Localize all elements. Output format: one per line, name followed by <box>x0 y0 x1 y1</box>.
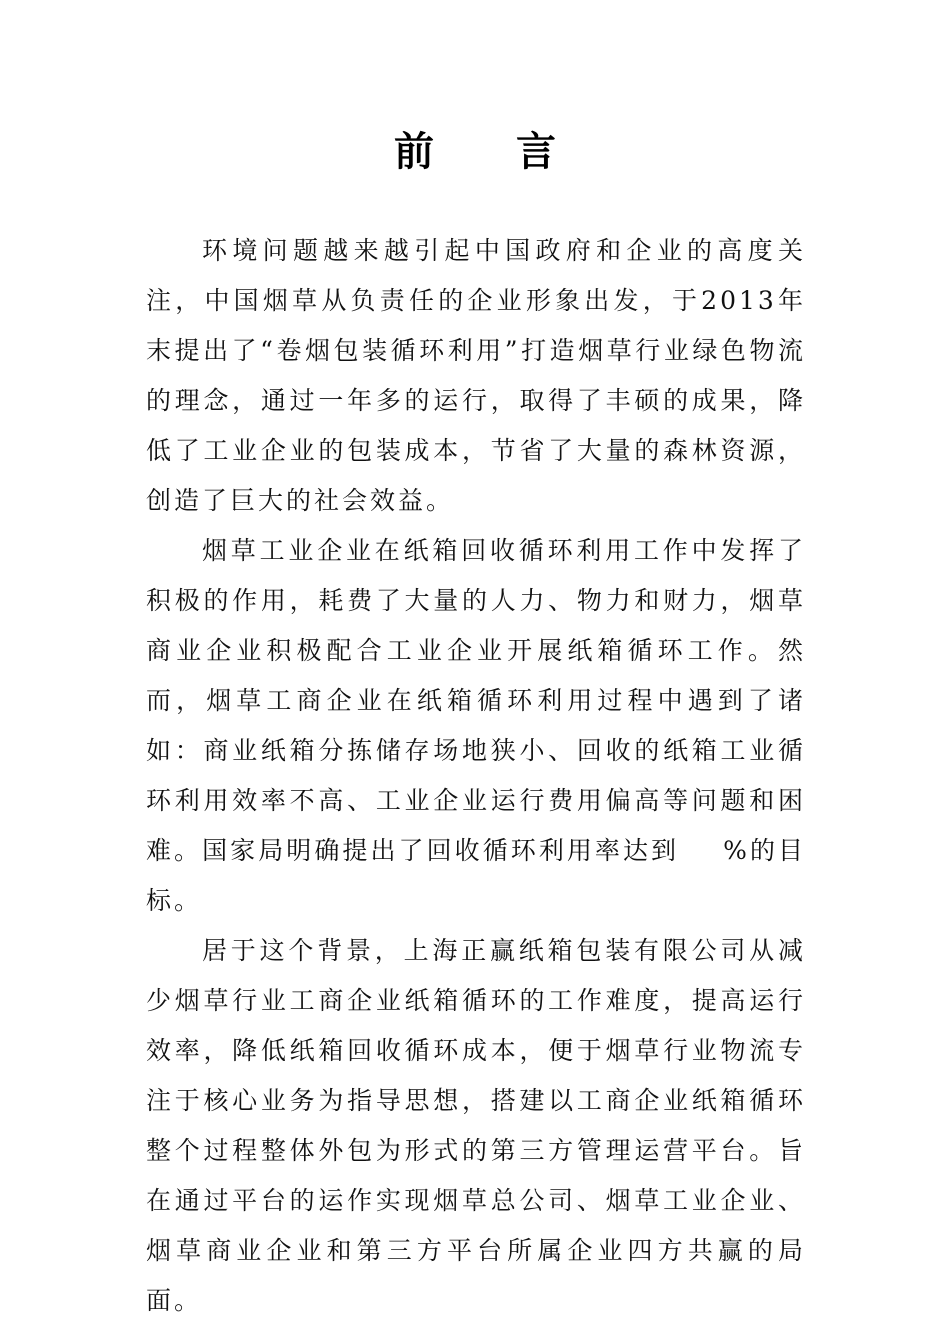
paragraph-3: 居于这个背景，上海正赢纸箱包装有限公司从减少烟草行业工商企业纸箱循环的工作难度，提高运行效率，降低纸箱回收循环成本，便于烟草行业物流专注于核心业务为指导思想，搭建以工商企业纸箱循环整个过程整体外包为形式的第三方管理运营平台。旨在通过平台的运作实现烟草总公司、烟草工业企业、烟草商业企业和第三方平台所属企业四方共赢的局面。 <box>146 936 806 1315</box>
document-body <box>146 226 806 1326</box>
paragraph-2: 烟草工业企业在纸箱回收循环利用工作中发挥了积极的作用，耗费了大量的人力、物力和财力，烟草商业企业积极配合工业企业开展纸箱循环工作。然而，烟草工商企业在纸箱循环利用过程中遇到了诸如：商业纸箱分拣储存场地狭小、回收的纸箱工业循环利用效率不高、工业企业运行费用偏高等问题和困难。国家局明确提出了回收循环利用率达到 %的目标。 <box>146 536 806 915</box>
page-title: 前 言 <box>394 129 590 175</box>
paragraph-1: 环境问题越来越引起中国政府和企业的高度关注，中国烟草从负责任的企业形象出发，于2013年末提出了“卷烟包装循环利用”打造烟草行业绿色物流的理念，通过一年多的运行，取得了丰硕的成果，降低了工业企业的包装成本，节省了大量的森林资源，创造了巨大的社会效益。 <box>146 236 806 515</box>
